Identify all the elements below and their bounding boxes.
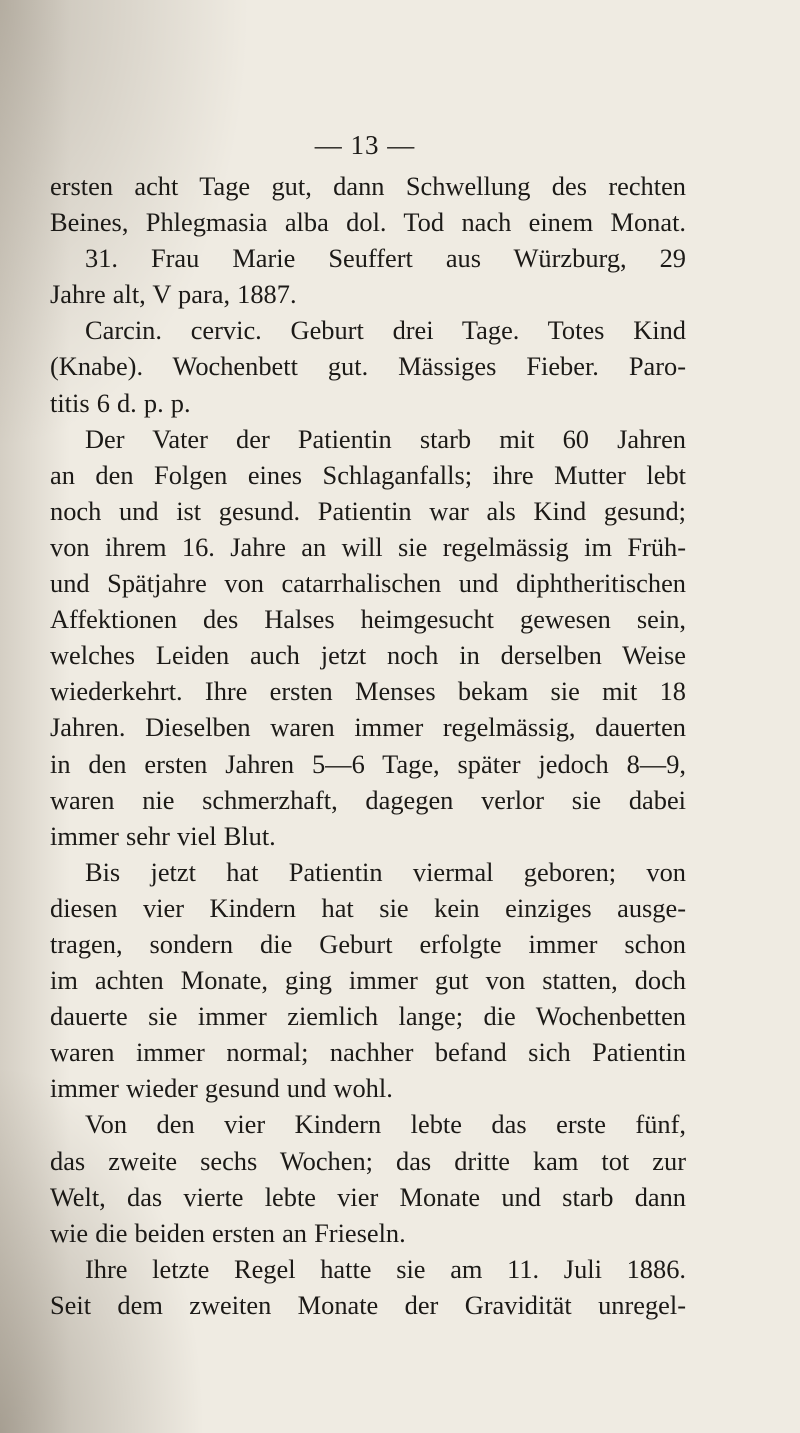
text-line: noch und ist gesund. Patientin war als Kind gesund; xyxy=(50,495,686,526)
text-line: im achten Monate, ging immer gut von statten, doch xyxy=(50,965,686,996)
text-line: waren nie schmerzhaft, dagegen verlor sie dabei xyxy=(50,784,686,815)
text-line: Seit dem zweiten Monate der Gravidität unregel- xyxy=(50,1289,686,1320)
text-line: Welt, das vierte lebte vier Monate und starb dann xyxy=(50,1181,686,1212)
text-line: dauerte sie immer ziemlich lange; die Wochenbetten xyxy=(50,1001,686,1032)
text-line: 31. Frau Marie Seuffert aus Würzburg, 29 xyxy=(85,243,686,274)
text-line: das zweite sechs Wochen; das dritte kam tot zur xyxy=(50,1145,686,1176)
text-line: Jahren. Dieselben waren immer regelmässig, dauerten xyxy=(50,712,686,743)
text-line: diesen vier Kindern hat sie kein einziges ausge- xyxy=(50,892,686,923)
page-number: — 13 — xyxy=(314,130,416,160)
text-line: ersten acht Tage gut, dann Schwellung des rechten xyxy=(50,171,686,201)
text-line: waren immer normal; nachher befand sich Patientin xyxy=(50,1037,686,1068)
text-line: wie die beiden ersten an Frieseln. xyxy=(50,1217,406,1248)
text-line: Affektionen des Halses heimgesucht gewesen sein, xyxy=(50,604,686,635)
text-line: tragen, sondern die Geburt erfolgte immer schon xyxy=(50,928,686,959)
text-line: titis 6 d. p. p. xyxy=(50,387,191,418)
text-line: an den Folgen eines Schlaganfalls; ihre Mutter lebt xyxy=(50,459,686,490)
text-line: wiederkehrt. Ihre ersten Menses bekam sie mit 18 xyxy=(50,676,686,707)
text-line: immer sehr viel Blut. xyxy=(50,820,276,851)
text-line: in den ersten Jahren 5—6 Tage, später jedoch 8—9, xyxy=(50,748,686,779)
text-line: (Knabe). Wochenbett gut. Mässiges Fieber. Paro- xyxy=(50,351,686,382)
body-text xyxy=(50,168,686,1323)
text-line: Ihre letzte Regel hatte sie am 11. Juli 1886. xyxy=(85,1253,686,1284)
text-line: von ihrem 16. Jahre an will sie regelmässig im Früh- xyxy=(50,531,686,562)
text-line: Von den vier Kindern lebte das erste fünf, xyxy=(85,1109,686,1140)
text-line: Der Vater der Patientin starb mit 60 Jahren xyxy=(85,423,686,454)
text-line: und Spätjahre von catarrhalischen und diphtheritischen xyxy=(50,568,686,599)
text-line: Jahre alt, V para, 1887. xyxy=(50,279,297,310)
text-line: Beines, Phlegmasia alba dol. Tod nach einem Monat. xyxy=(50,207,686,238)
text-line: Carcin. cervic. Geburt drei Tage. Totes Kind xyxy=(85,315,686,346)
text-line: immer wieder gesund und wohl. xyxy=(50,1073,393,1104)
text-line: welches Leiden auch jetzt noch in derselben Weise xyxy=(50,640,686,671)
text-line: Bis jetzt hat Patientin viermal geboren; von xyxy=(85,856,686,887)
